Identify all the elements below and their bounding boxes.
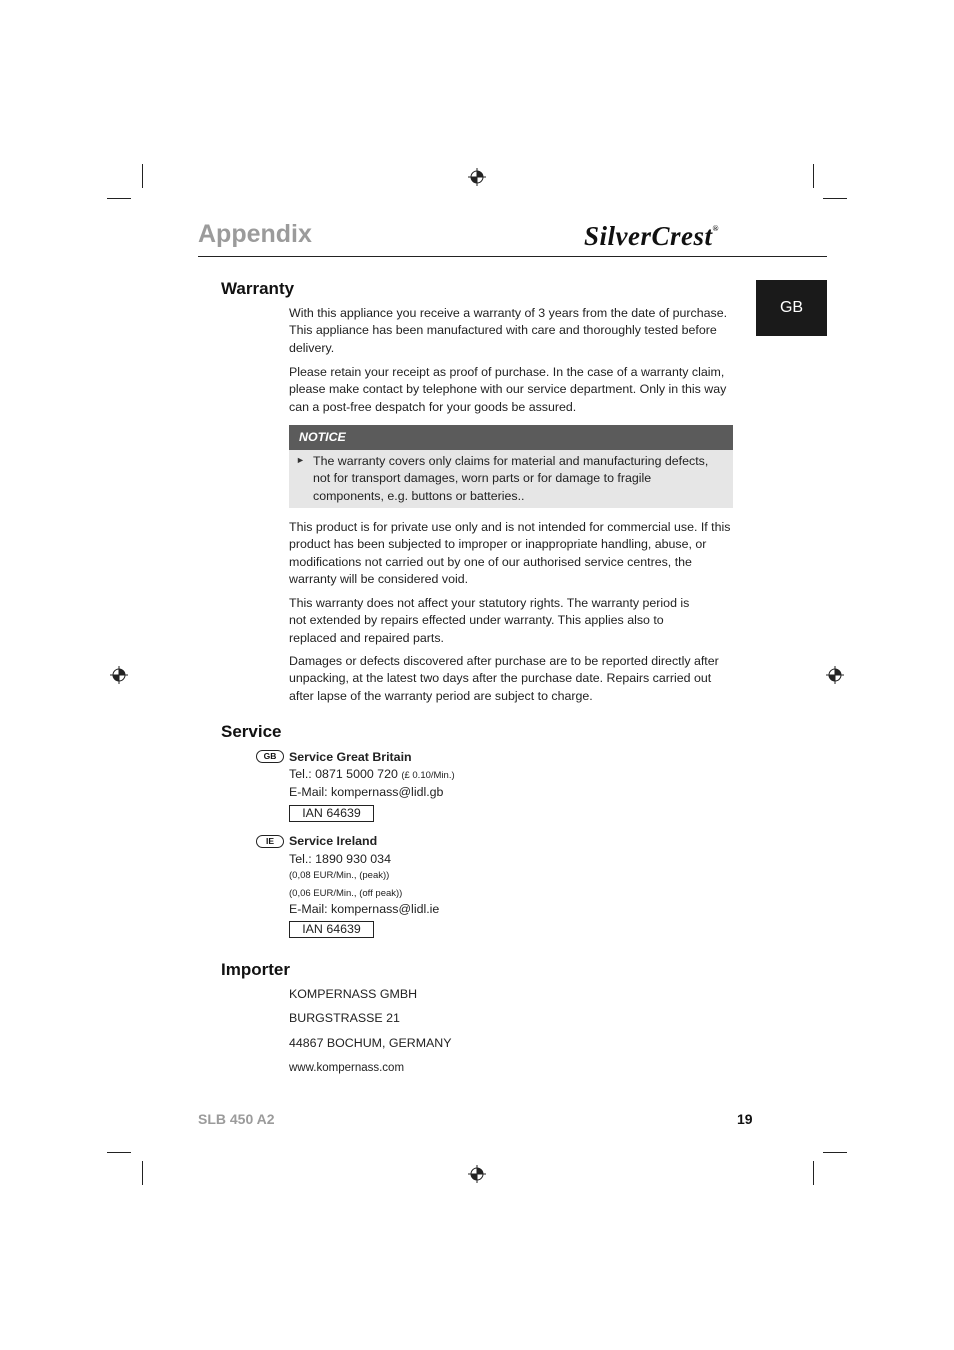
- importer-street: BURGSTRASSE 21: [289, 1011, 400, 1025]
- service-gb-title: Service Great Britain: [289, 750, 412, 764]
- registration-mark-icon: [110, 666, 128, 684]
- warranty-paragraph: Damages or defects discovered after purchase are to be reported directly after unpacking, at the latest two days after the purchase date. Repairs carried out after lapse of the warranty period are subject to charge.: [289, 654, 719, 703]
- footer-model: SLB 450 A2: [198, 1111, 275, 1127]
- service-gb-rate: (£ 0.10/Min.): [401, 770, 455, 781]
- page-number: 19: [737, 1111, 753, 1127]
- notice-header: NOTICE: [289, 425, 733, 450]
- warranty-paragraph: With this appliance you receive a warranty of 3 years from the date of purchase. This appliance has been manufactured with care and thoroughly tested before delivery.: [289, 306, 728, 355]
- ian-box: IAN 64639: [289, 921, 374, 938]
- importer-website: www.kompernass.com: [289, 1062, 405, 1074]
- crop-mark: [813, 164, 814, 188]
- service-ie-rate-peak: (0,08 EUR/Min., (peak)): [289, 870, 390, 881]
- importer-heading: Importer: [221, 960, 290, 979]
- service-gb-tel: [289, 766, 455, 784]
- country-badge-ie: IE: [256, 835, 284, 848]
- registration-mark-icon: [826, 666, 844, 684]
- importer-company: KOMPERNASS GMBH: [289, 987, 418, 1001]
- crop-mark: [813, 1161, 814, 1185]
- warranty-paragraph: Please retain your receipt as proof of purchase. In the case of a warranty claim, please make contact by telephone with our service department. Only in this way can a post-free despatch for your goods be assured.: [289, 365, 727, 414]
- crop-mark: [107, 1152, 131, 1153]
- service-gb-phone: Tel.: 0871 5000 720: [289, 767, 398, 781]
- service-ie-title: Service Ireland: [289, 834, 378, 848]
- bullet-arrow-icon: ►: [296, 455, 305, 465]
- header-divider: [198, 256, 827, 257]
- service-heading: Service: [221, 722, 282, 741]
- page-title: Appendix: [198, 220, 312, 248]
- crop-mark: [823, 198, 847, 199]
- warranty-paragraph: This product is for private use only and is not intended for commercial use. If this product has been subjected to improper or inappropriate handling, abuse, or modifications not carried out by one of our authorised service centres, the warranty will be considered void.: [289, 520, 731, 587]
- brand-logo: [584, 221, 719, 252]
- crop-mark: [142, 1161, 143, 1185]
- crop-mark: [142, 164, 143, 188]
- language-tab: GB: [756, 280, 827, 336]
- warranty-heading: Warranty: [221, 279, 295, 298]
- warranty-paragraph: This warranty does not affect your statutory rights. The warranty period is not extended by repairs effected under warranty. This applies also to replaced and repaired parts.: [289, 596, 690, 645]
- importer-city: 44867 BOCHUM, GERMANY: [289, 1036, 452, 1050]
- service-ie-email: E-Mail: kompernass@lidl.ie: [289, 902, 440, 916]
- country-badge-gb: GB: [256, 750, 284, 763]
- service-ie-rate-offpeak: (0,06 EUR/Min., (off peak)): [289, 888, 403, 899]
- ian-box: IAN 64639: [289, 805, 374, 822]
- registration-mark-icon: [468, 168, 486, 186]
- brand-name: SilverCrest: [584, 221, 713, 251]
- notice-text: The warranty covers only claims for material and manufacturing defects, not for transport damages, worn parts or for damage to fragile components, e.g. buttons or batteries..: [313, 454, 709, 503]
- registered-mark: ®: [712, 224, 719, 233]
- service-gb-email: E-Mail: kompernass@lidl.gb: [289, 785, 444, 799]
- crop-mark: [823, 1152, 847, 1153]
- service-ie-tel: Tel.: 1890 930 034: [289, 852, 391, 866]
- crop-mark: [107, 198, 131, 199]
- registration-mark-icon: [468, 1165, 486, 1183]
